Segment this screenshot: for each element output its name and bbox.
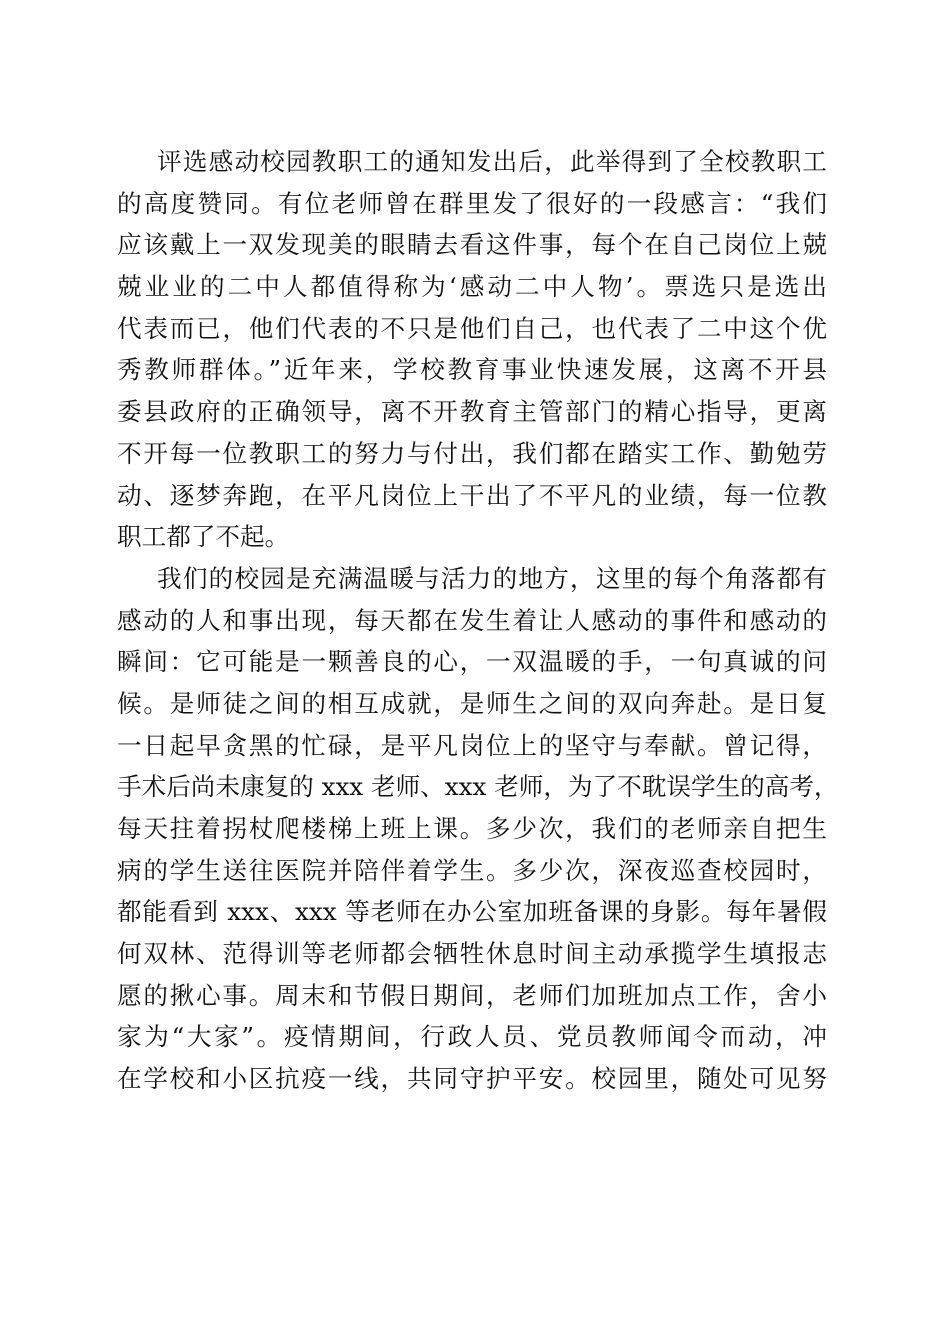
- text-line: 职工都了不起。: [117, 522, 290, 552]
- text-line: 病的学生送往医院并陪伴着学生。多少次，深夜巡查校园时，: [117, 855, 827, 885]
- text-line: 在学校和小区抗疫一线，共同守护平安。校园里，随处可见努: [117, 1064, 827, 1094]
- text-line: 都能看到 xxx、xxx 等老师在办公室加班备课的身影。每年暑假: [117, 897, 827, 927]
- text-line: 评选感动校园教职工的通知发出后，此举得到了全校教职工: [157, 147, 827, 176]
- text-line: 一日起早贪黑的忙碌，是平凡岗位上的坚守与奉献。曾记得，: [117, 730, 827, 760]
- text-line: 每天拄着拐杖爬楼梯上班上课。多少次，我们的老师亲自把生: [117, 814, 827, 843]
- paragraph-2: [117, 558, 839, 1100]
- text-line: 愿的揪心事。周末和节假日期间，老师们加班加点工作，舍小: [117, 980, 827, 1010]
- text-line: 委县政府的正确领导，离不开教育主管部门的精心指导，更离: [117, 397, 827, 427]
- text-line: 动、逐梦奔跑，在平凡岗位上干出了不平凡的业绩，每一位教: [117, 480, 827, 510]
- text-line: 何双林、范得训等老师都会牺牲休息时间主动承揽学生填报志: [117, 939, 827, 969]
- paragraph-1: [117, 141, 827, 558]
- document-page: [117, 141, 839, 1100]
- text-line: 候。是师徒之间的相互成就，是师生之间的双向奔赴。是日复: [117, 688, 827, 718]
- text-line: 我们的校园是充满温暖与活力的地方，这里的每个角落都有: [157, 563, 827, 593]
- text-line: 代表而已，他们代表的不只是他们自己，也代表了二中这个优: [117, 313, 827, 343]
- text-line: 手术后尚未康复的 xxx 老师、xxx 老师，为了不耽误学生的高考，: [117, 772, 839, 802]
- text-line: 感动的人和事出现，每天都在发生着让人感动的事件和感动的: [117, 605, 827, 635]
- text-line: 瞬间：它可能是一颗善良的心，一双温暖的手，一句真诚的问: [117, 647, 827, 677]
- text-line: 的高度赞同。有位老师曾在群里发了很好的一段感言：“我们: [117, 188, 827, 218]
- text-line: 不开每一位教职工的努力与付出，我们都在踏实工作、勤勉劳: [117, 438, 827, 468]
- text-line: 应该戴上一双发现美的眼睛去看这件事，每个在自己岗位上兢: [117, 230, 827, 260]
- text-line: 兢业业的二中人都值得称为‘感动二中人物’。票选只是选出: [117, 272, 827, 302]
- text-line: 秀教师群体。”近年来，学校教育事业快速发展，这离不开县: [117, 355, 827, 385]
- text-line: 家为“大家”。疫情期间，行政人员、党员教师闻令而动，冲: [117, 1022, 827, 1052]
